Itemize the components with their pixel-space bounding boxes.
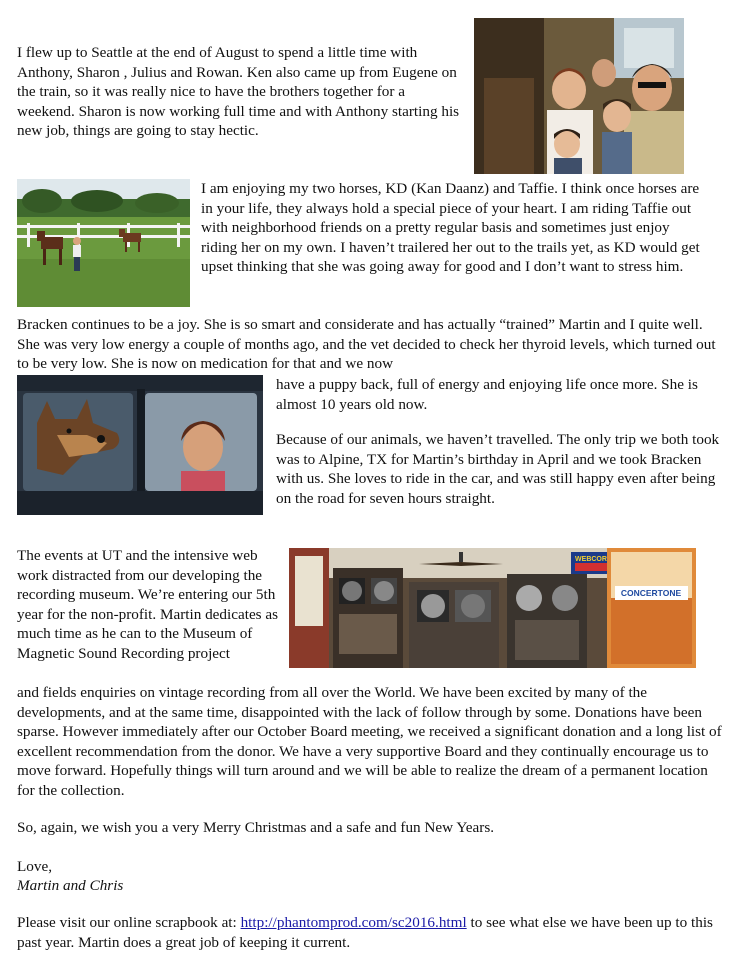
paragraph-seattle-trip: I flew up to Seattle at the end of August to spend a little time with Anthony, Sharon , Julius and Rowan. Ken also came up from Eugene on the train, so it was really nice to have the brothers together for a weekend. Sharon is now working full time and with Anthony starting his new job, things are going to stay hectic. <box>17 44 460 139</box>
paragraph-horses: I am enjoying my two horses, KD (Kan Daanz) and Taffie. I think once horses are in your life, they always hold a special piece of your heart. I am riding Taffie out with neighborhood friends on a pretty regular basis and sometimes just enjoy riding her on my own. I haven’t trailered her out to the trails yet, as KD would get upset thinking that she was going away for good and I don’t want to stress him. <box>201 180 700 275</box>
concertone-sign-text: CONCERTONE <box>620 588 682 598</box>
paragraph-bracken: Bracken continues to be a joy. She is so smart and considerate and has actually “trained” Martin and I quite well. She was very low energy a couple of months ago, and the vet decided to check her thyroid levels, which turned out to be very low. She is now on medication for that and we now <box>17 316 716 372</box>
signature: Martin and Chris <box>17 877 124 894</box>
footer-scrapbook <box>17 913 722 952</box>
closing-love: Love, <box>17 858 53 875</box>
dog-car-photo <box>17 375 263 515</box>
museum-photo <box>289 548 696 668</box>
footer-prefix: Please visit our online scrapbook at: <box>17 914 241 931</box>
footer-suffix: to see what else we have been up to this past year. Martin does a great job of keeping it current. <box>17 914 713 951</box>
horse-photo <box>17 179 190 307</box>
scrapbook-link[interactable]: http://phantomprod.com/sc2016.html <box>240 914 467 931</box>
family-photo <box>474 18 684 174</box>
paragraph-holiday-wishes: So, again, we wish you a very Merry Christmas and a safe and fun New Years. <box>17 819 495 836</box>
paragraph-museum-cont: and fields enquiries on vintage recording from all over the World. We have been excited by many of the developments, and at the same time, disappointed with the lack of follow through by some. Donations have been sparse. However immediately after our October Board meeting, we received a significant donation and a long list of excellent recommendation from the donor. We have a very supportive Board and they continually encourage us to move forward. Hopefully things will turn around and we will be able to realize the dream of a permanent location for the collection. <box>17 684 722 799</box>
paragraph-travel: Because of our animals, we haven’t travelled. The only trip we both took was to Alpine, TX for Martin’s birthday in April and we took Bracken with us. She loves to ride in the car, and was still happy even after being on the road for seven hours straight. <box>276 431 720 507</box>
paragraph-museum: The events at UT and the intensive web work distracted from our developing the recording museum. We’re entering our 5th year for the non-profit. Martin dedicates as much time as he can to the Museum of Magnetic Sound Recording project <box>17 547 279 662</box>
paragraph-bracken-cont: have a puppy back, full of energy and enjoying life once more. She is almost 10 years old now. <box>276 376 698 413</box>
webcor-sign-text: WEBCOR <box>575 556 607 563</box>
